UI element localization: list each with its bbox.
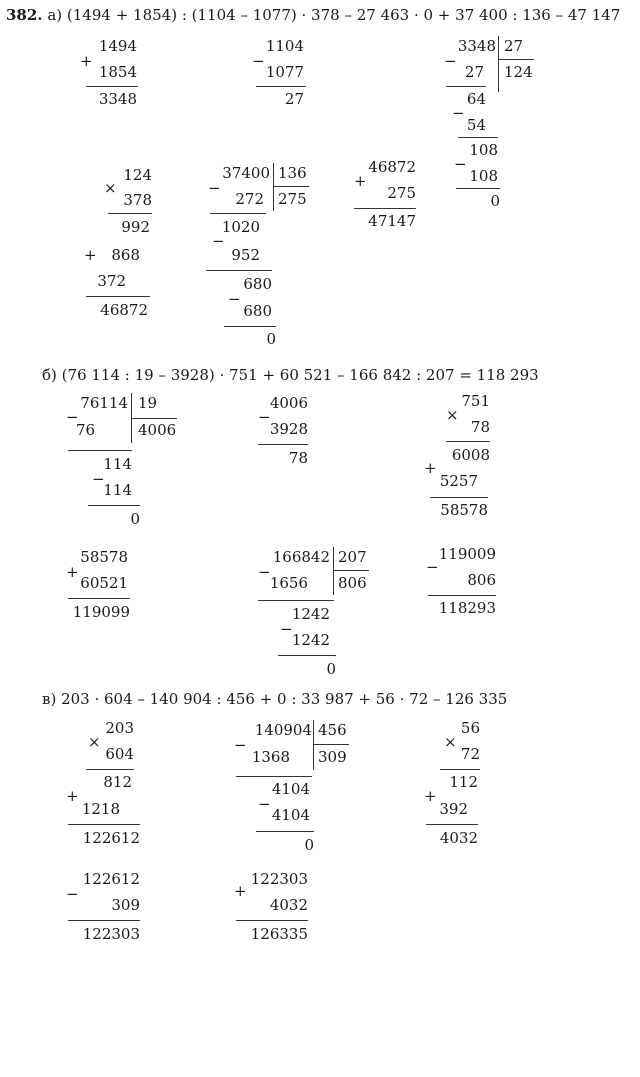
operand: 119009	[438, 545, 496, 563]
result-line	[426, 824, 478, 825]
result-line	[236, 920, 308, 921]
operand: 58578	[80, 548, 128, 566]
operand: 124	[123, 166, 152, 184]
partial: 372	[97, 272, 126, 290]
dividend: 76114	[80, 394, 128, 412]
result-line	[354, 208, 416, 209]
quotient: 309	[318, 748, 347, 766]
minus-sign: −	[444, 52, 457, 70]
divisor: 456	[318, 721, 347, 739]
partial: 5257	[439, 472, 478, 490]
step: 1242	[291, 605, 330, 623]
divisor: 136	[278, 164, 307, 182]
remainder: 0	[304, 836, 314, 854]
operand: 122612	[82, 870, 140, 888]
step: 1368	[251, 748, 290, 766]
quotient-line	[333, 570, 369, 571]
step: 114	[103, 455, 132, 473]
step-line	[256, 831, 314, 832]
division-bar	[333, 547, 334, 595]
step: 1242	[291, 631, 330, 649]
minus-sign: −	[66, 885, 79, 903]
product-line	[440, 769, 480, 770]
operand: 56	[460, 719, 480, 737]
divisor: 207	[338, 548, 367, 566]
result-line	[86, 296, 150, 297]
problem-header-c	[42, 690, 507, 708]
operand: 604	[105, 745, 134, 763]
remainder: 0	[326, 660, 336, 678]
partial: 868	[111, 246, 140, 264]
result: 4032	[439, 829, 478, 847]
minus-sign: −	[234, 736, 247, 754]
step-line	[258, 600, 334, 601]
operand: 1077	[265, 63, 304, 81]
plus-sign: +	[424, 787, 437, 805]
times-sign: ×	[104, 179, 117, 197]
remainder: 0	[130, 510, 140, 528]
step: 1656	[269, 574, 308, 592]
step: 76	[76, 421, 96, 439]
dividend: 166842	[272, 548, 330, 566]
operand: 4032	[269, 896, 308, 914]
operand: 1854	[98, 63, 137, 81]
result-line	[430, 497, 488, 498]
result-line	[256, 86, 306, 87]
step-line	[278, 655, 336, 656]
operand: 3928	[269, 420, 308, 438]
result: 47147	[368, 212, 416, 230]
operand: 1494	[98, 37, 137, 55]
dividend: 3348	[457, 37, 496, 55]
minus-sign: −	[426, 558, 439, 576]
step: 114	[103, 481, 132, 499]
step: 108	[469, 141, 498, 159]
plus-sign: +	[66, 563, 79, 581]
operand: 1104	[265, 37, 304, 55]
result: 27	[284, 90, 304, 108]
partial: 6008	[451, 446, 490, 464]
step-line	[88, 505, 140, 506]
problem-header-b	[42, 366, 539, 384]
quotient: 806	[338, 574, 367, 592]
plus-sign: +	[80, 52, 93, 70]
step: 952	[231, 246, 260, 264]
times-sign: ×	[88, 733, 101, 751]
result-line	[68, 598, 130, 599]
operand: 122303	[250, 870, 308, 888]
quotient: 4006	[138, 421, 177, 439]
remainder: 0	[490, 192, 500, 210]
result: 3348	[98, 90, 137, 108]
divisor: 19	[138, 394, 158, 412]
step: 27	[464, 63, 484, 81]
result: 118293	[438, 599, 496, 617]
product-line	[446, 441, 490, 442]
partial: 992	[121, 218, 150, 236]
step: 1020	[221, 218, 260, 236]
division-bar	[273, 163, 274, 211]
quotient: 275	[278, 190, 307, 208]
minus-sign: −	[280, 620, 293, 638]
result-line	[428, 595, 496, 596]
minus-sign: −	[258, 795, 271, 813]
result: 122612	[82, 829, 140, 847]
quotient-line	[131, 418, 177, 419]
result: 58578	[440, 501, 488, 519]
step: 680	[243, 302, 272, 320]
step-line	[210, 213, 266, 214]
step: 4104	[271, 806, 310, 824]
minus-sign: −	[208, 179, 221, 197]
operand: 275	[387, 184, 416, 202]
division-bar	[313, 720, 314, 770]
operand: 72	[460, 745, 480, 763]
product-line	[108, 213, 152, 214]
minus-sign: −	[452, 104, 465, 122]
part-c-label: в)	[42, 690, 57, 708]
result: 119099	[72, 603, 130, 621]
times-sign: ×	[444, 733, 457, 751]
step-line	[236, 776, 312, 777]
step: 272	[235, 190, 264, 208]
step-line	[224, 326, 276, 327]
quotient-line	[273, 186, 309, 187]
step: 54	[466, 116, 486, 134]
minus-sign: −	[258, 408, 271, 426]
result: 78	[288, 449, 308, 467]
result: 122303	[82, 925, 140, 943]
times-sign: ×	[446, 406, 459, 424]
dividend: 140904	[254, 721, 312, 739]
result-line	[68, 824, 140, 825]
minus-sign: −	[212, 232, 225, 250]
minus-sign: −	[228, 290, 241, 308]
problem-header-a	[6, 6, 620, 24]
part-a-expression: (1494 + 1854) : (1104 – 1077) · 378 – 27 463 · 0 + 37 400 : 136 – 47 147	[66, 6, 621, 24]
step-line	[458, 137, 498, 138]
part-a-label: а)	[47, 6, 63, 24]
plus-sign: +	[424, 459, 437, 477]
step: 680	[243, 275, 272, 293]
minus-sign: −	[252, 52, 265, 70]
minus-sign: −	[454, 155, 467, 173]
plus-sign: +	[354, 172, 367, 190]
operand: 751	[461, 392, 490, 410]
partial: 1218	[81, 800, 120, 818]
step-line	[206, 270, 272, 271]
operand: 309	[111, 896, 140, 914]
result-line	[68, 920, 140, 921]
partial: 392	[439, 800, 468, 818]
operand: 203	[105, 719, 134, 737]
partial: 112	[449, 773, 478, 791]
step: 64	[466, 90, 486, 108]
result: 126335	[250, 925, 308, 943]
plus-sign: +	[66, 787, 79, 805]
result-line	[86, 86, 138, 87]
divisor: 27	[504, 37, 524, 55]
operand: 78	[470, 418, 490, 436]
part-b-expression: (76 114 : 19 – 3928) · 751 + 60 521 – 166 842 : 207 = 118 293	[61, 366, 539, 384]
dividend: 37400	[222, 164, 270, 182]
part-b-label: б)	[42, 366, 57, 384]
step: 108	[469, 167, 498, 185]
operand: 46872	[368, 158, 416, 176]
part-c-expression: 203 · 604 – 140 904 : 456 + 0 : 33 987 + 56 · 72 – 126 335	[61, 690, 508, 708]
plus-sign: +	[234, 882, 247, 900]
operand: 806	[467, 571, 496, 589]
plus-sign: +	[84, 246, 97, 264]
step-line	[68, 450, 132, 451]
remainder: 0	[266, 330, 276, 348]
partial: 812	[103, 773, 132, 791]
quotient-line	[498, 59, 534, 60]
operand: 60521	[80, 574, 128, 592]
step: 4104	[271, 780, 310, 798]
minus-sign: −	[92, 470, 105, 488]
operand: 378	[123, 191, 152, 209]
step-line	[446, 86, 486, 87]
operand: 4006	[269, 394, 308, 412]
minus-sign: −	[66, 408, 79, 426]
step-line	[456, 188, 500, 189]
result: 46872	[100, 301, 148, 319]
quotient: 124	[504, 63, 533, 81]
minus-sign: −	[258, 563, 271, 581]
product-line	[86, 769, 134, 770]
division-bar	[498, 36, 499, 92]
quotient-line	[313, 744, 349, 745]
result-line	[258, 444, 308, 445]
problem-number: 382.	[6, 6, 43, 24]
